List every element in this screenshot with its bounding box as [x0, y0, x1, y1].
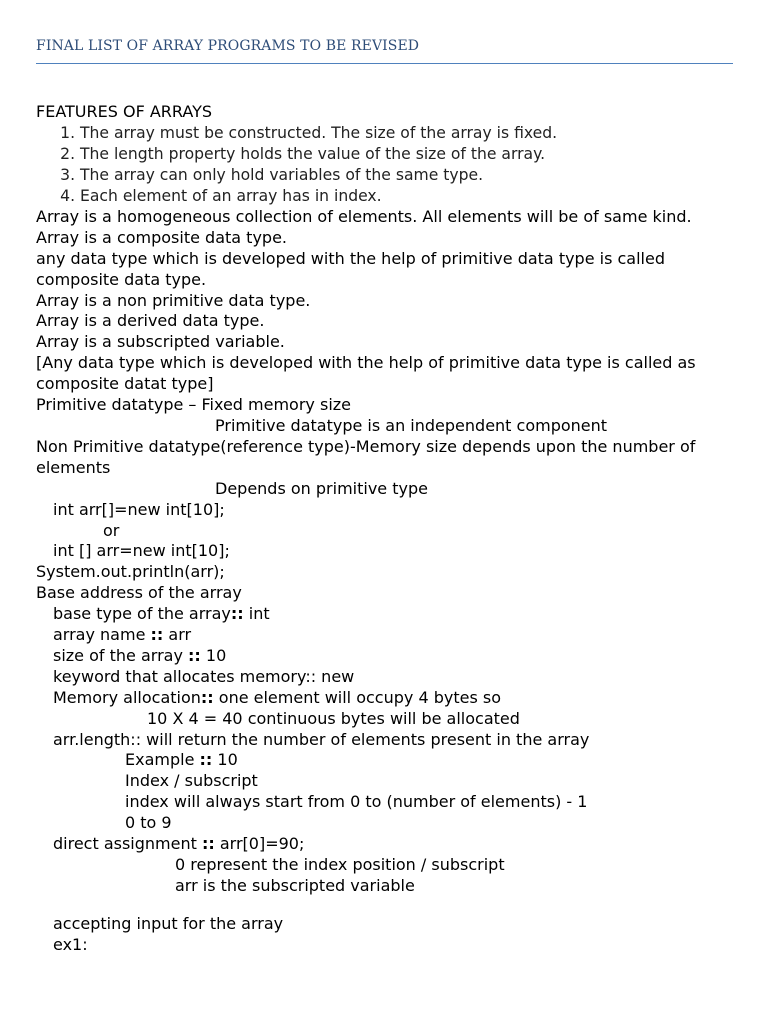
- code-line: int arr[]=new int[10];: [53, 499, 225, 519]
- text-line: 0 represent the index position / subscript: [175, 855, 505, 874]
- label: Memory allocation: [53, 687, 201, 707]
- text-line: [36, 625, 736, 646]
- feature-item: 4. Each element of an array has in index.: [80, 186, 736, 207]
- separator: ::: [201, 834, 215, 854]
- text-line: keyword that allocates memory:: new: [53, 666, 355, 686]
- text-line: Array is a non primitive data type.: [36, 290, 311, 310]
- text-line: [36, 646, 736, 667]
- text-line: Non Primitive datatype(reference type)-Memory size depends upon the number of elements: [36, 436, 696, 477]
- label: size of the array: [53, 645, 188, 665]
- value: 10: [205, 645, 227, 665]
- code-line: int [] arr=new int[10];: [53, 541, 230, 561]
- value: arr: [168, 625, 192, 645]
- text-line: [36, 750, 736, 771]
- label: direct assignment: [53, 834, 202, 854]
- code-line: System.out.println(arr);: [36, 562, 225, 582]
- text-line: arr is the subscripted variable: [175, 875, 415, 895]
- text-line: index will always start from 0 to (number of elements) - 1: [125, 792, 588, 812]
- text-line: accepting input for the array: [53, 913, 284, 933]
- document-body: [36, 102, 736, 956]
- value: 10: [217, 750, 238, 770]
- text-line: [Any data type which is developed with the help of primitive data type is called as composite datat type]: [36, 353, 696, 394]
- text-line: Base address of the array: [36, 583, 242, 603]
- text-line: Array is a homogeneous collection of elements. All elements will be of same kind.: [36, 206, 692, 226]
- text-line: Index / subscript: [125, 771, 258, 791]
- separator: ::: [200, 687, 214, 707]
- text-line: Array is a composite data type.: [36, 227, 287, 247]
- feature-item: 2. The length property holds the value of the size of the array.: [80, 144, 736, 165]
- label: array name: [53, 625, 151, 645]
- separator: ::: [199, 750, 213, 770]
- separator: ::: [150, 625, 164, 645]
- text-line: 0 to 9: [125, 813, 172, 833]
- value: one element will occupy 4 bytes so: [218, 687, 501, 707]
- separator: ::: [230, 604, 244, 624]
- text-line: [36, 688, 736, 709]
- features-heading: FEATURES OF ARRAYS: [36, 102, 213, 121]
- page-header-title: FINAL LIST OF ARRAY PROGRAMS TO BE REVISED: [36, 38, 420, 54]
- text-line: 10 X 4 = 40 continuous bytes will be allocated: [147, 708, 520, 728]
- value: arr[0]=90;: [219, 834, 305, 854]
- paragraph-gap: [36, 897, 736, 914]
- feature-item: 3. The array can only hold variables of the same type.: [80, 165, 736, 186]
- value: int: [248, 604, 270, 624]
- separator: ::: [188, 645, 201, 665]
- text-line: any data type which is developed with the help of primitive data type is called composite data type.: [36, 248, 665, 289]
- features-list: [36, 123, 736, 207]
- label: base type of the array: [53, 604, 231, 624]
- text-line: [36, 604, 736, 625]
- text-line: Primitive datatype – Fixed memory size: [36, 395, 351, 415]
- text-line: Array is a derived data type.: [36, 311, 265, 331]
- code-line: or: [103, 520, 120, 540]
- text-line: Primitive datatype is an independent component: [215, 415, 608, 435]
- text-line: Depends on primitive type: [215, 478, 428, 498]
- label: Example: [125, 750, 200, 770]
- text-line: arr.length:: will return the number of elements present in the array: [53, 729, 590, 749]
- header-rule: [36, 63, 733, 64]
- text-line: [36, 834, 736, 855]
- text-line: Array is a subscripted variable.: [36, 332, 285, 352]
- text-line: ex1:: [53, 934, 88, 954]
- feature-item: 1. The array must be constructed. The size of the array is fixed.: [80, 123, 736, 144]
